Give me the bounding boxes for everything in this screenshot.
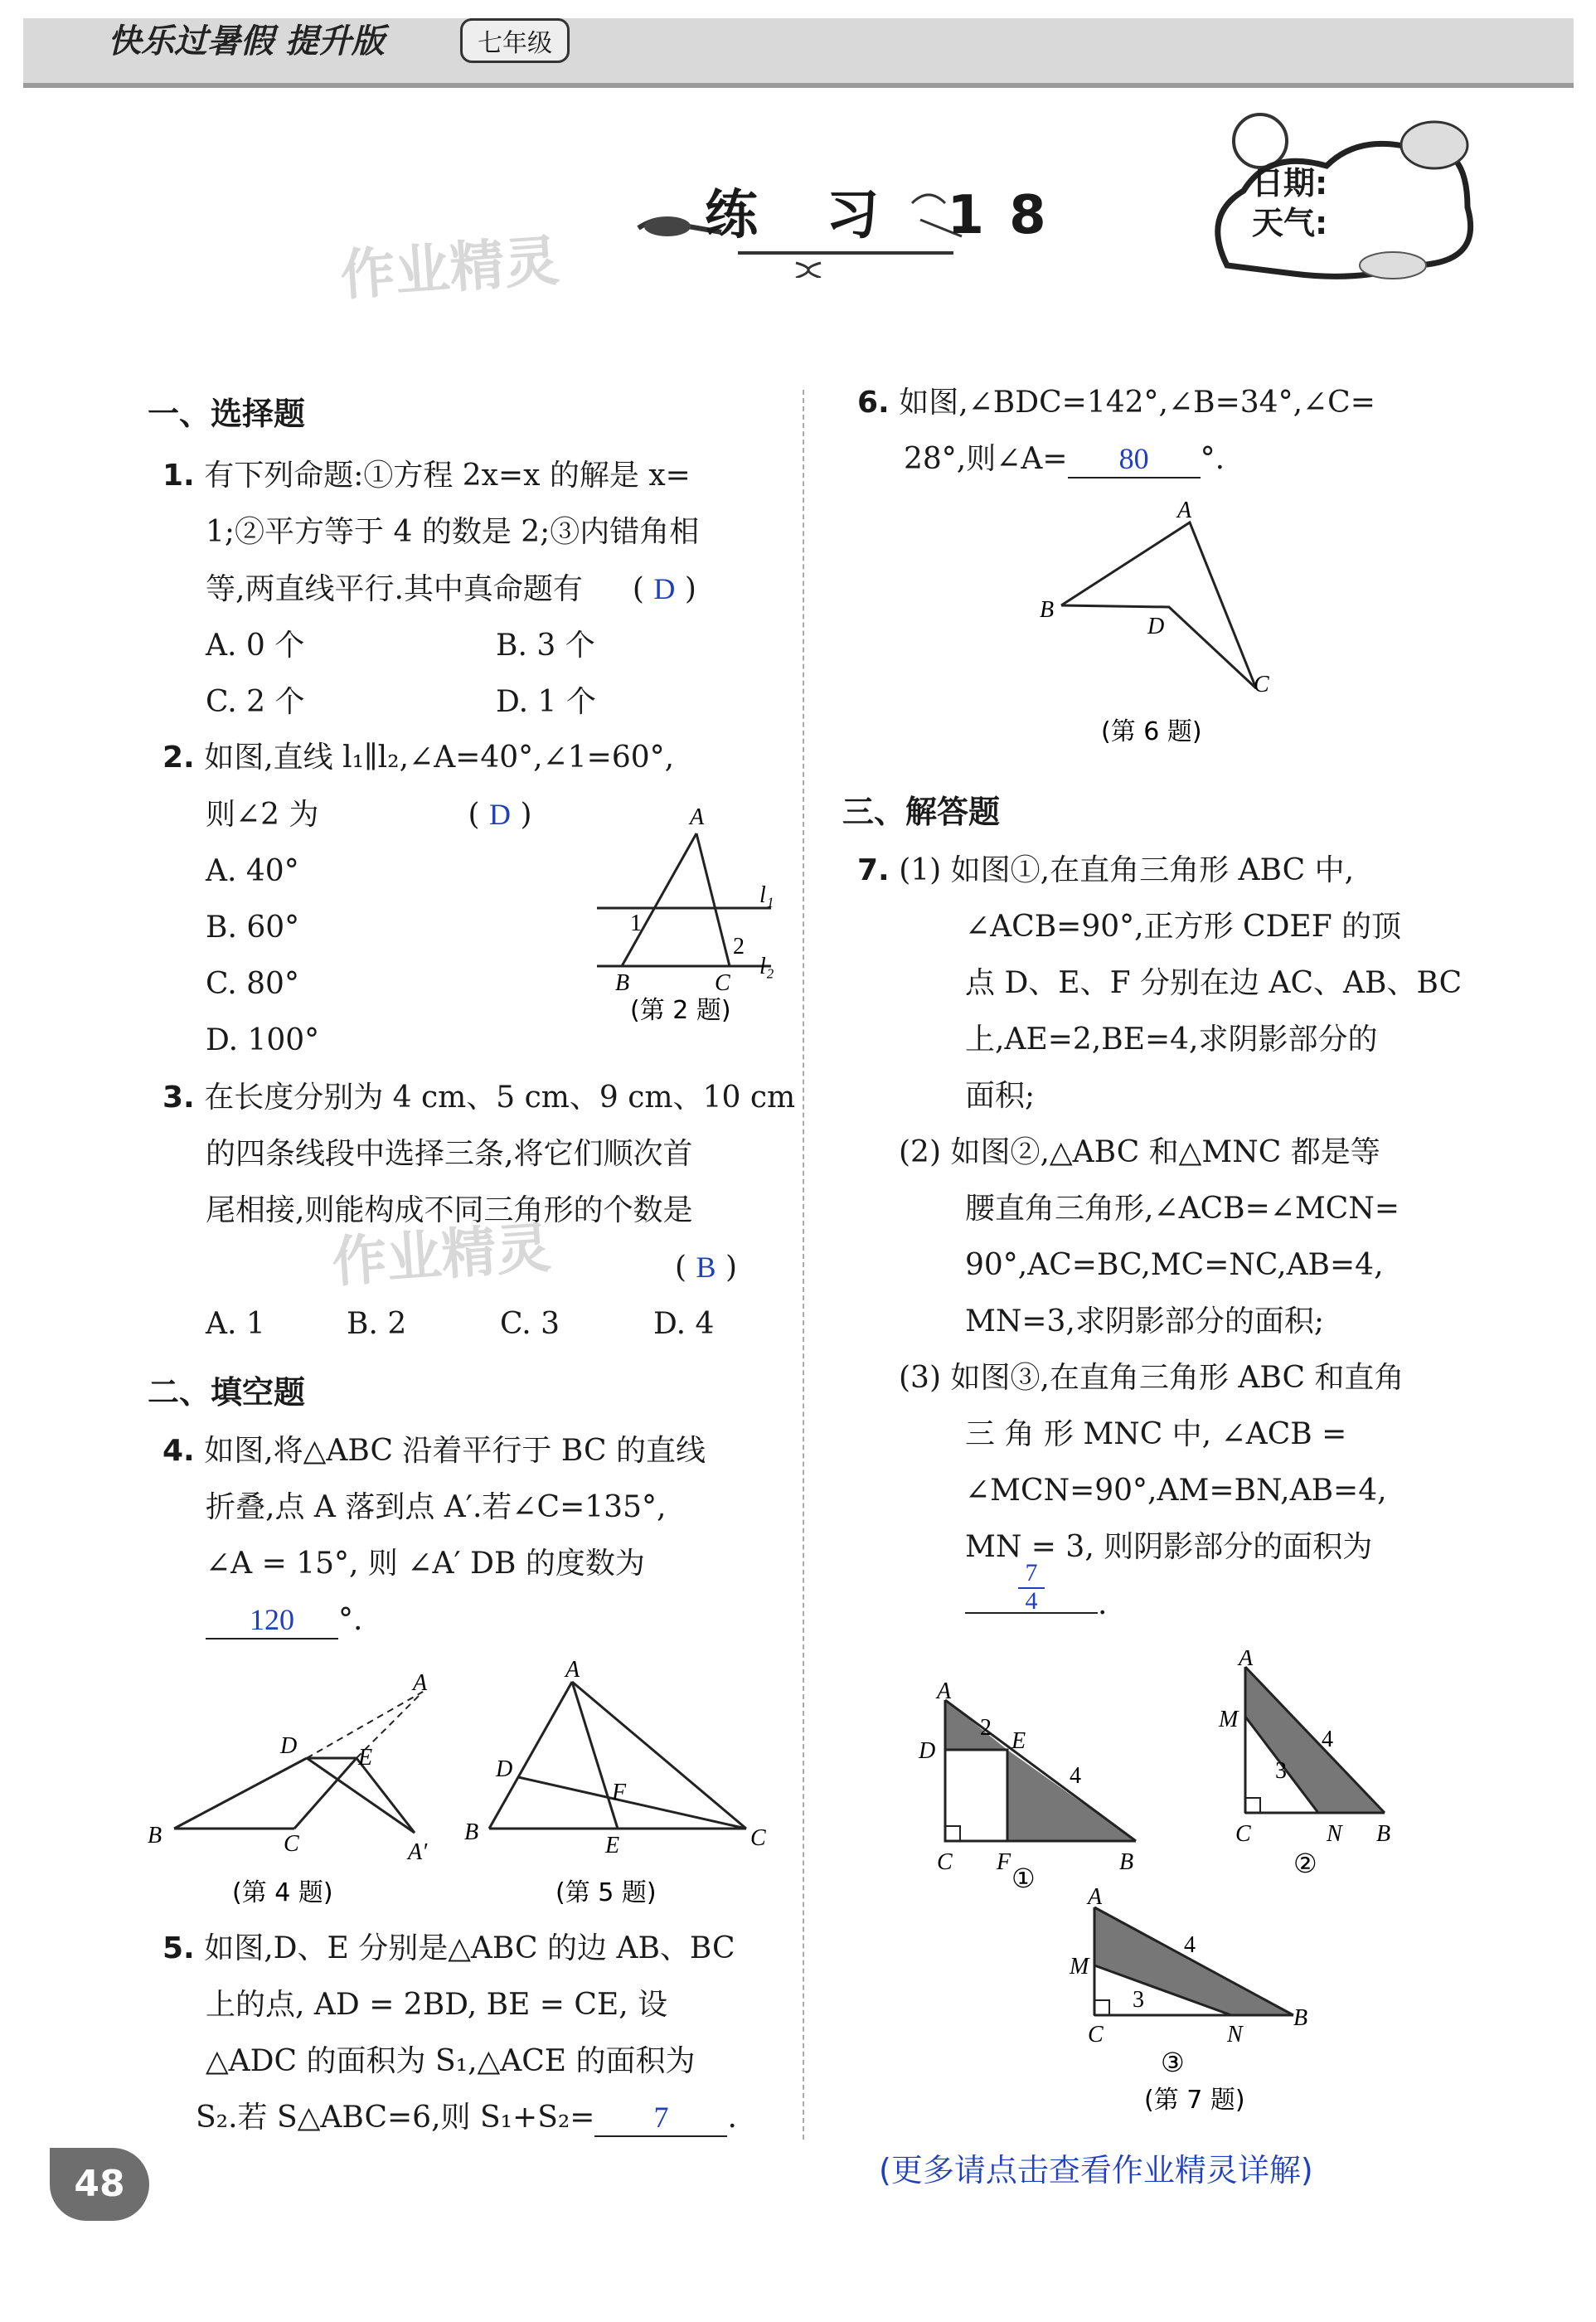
label-B: B xyxy=(1376,1821,1391,1847)
watermark: 作业精灵 xyxy=(338,228,561,308)
figure-label-3: ③ xyxy=(1161,2048,1185,2077)
option: A. 1 xyxy=(206,1307,265,1341)
label-l2: l₂ xyxy=(759,954,774,979)
section-fill: 二、填空题 xyxy=(148,1374,306,1411)
length-MN: 3 xyxy=(1275,1758,1287,1784)
question-number: 1. xyxy=(163,459,195,493)
question-7 xyxy=(857,843,1462,1632)
label-C: C xyxy=(1088,2022,1104,2048)
label-F: F xyxy=(997,1849,1011,1875)
label-B: B xyxy=(148,1823,163,1848)
answer: B xyxy=(696,1251,716,1284)
question-text: 腰直角三角形,∠ACB=∠MCN= xyxy=(965,1192,1400,1226)
section-solve: 三、解答题 xyxy=(842,794,1001,830)
label-B: B xyxy=(615,970,630,996)
question-number: 5. xyxy=(163,1931,195,1965)
label-D: D xyxy=(919,1738,936,1764)
label-C: C xyxy=(1235,1821,1251,1847)
question-text: 则∠2 为 xyxy=(206,798,319,832)
question-text: S₂.若 S△ABC=6,则 S₁+S₂= xyxy=(196,2101,595,2135)
option: C. 2 个 xyxy=(206,685,305,719)
question-3: 3. 在长度分别为 4 cm、5 cm、9 cm、10 cm 的四条线段中选择三条,将它们顺次首 尾相接,则能构成不同三角形的个数是 ( B ) A. 1 B. 2 C. 3 D. 4 xyxy=(163,1070,795,1353)
figure-q5 xyxy=(456,1659,788,1916)
label-N: N xyxy=(1227,2022,1243,2048)
question-text: 折叠,点 A 落到点 A′.若∠C=135°, xyxy=(206,1490,667,1524)
figure-label-1: ① xyxy=(1011,1863,1036,1891)
label-D: D xyxy=(280,1733,298,1759)
question-text: 上的点, AD = 2BD, BE = CE, 设 xyxy=(206,1988,668,2022)
question-text: 1;②平方等于 4 的数是 2;③内错角相 xyxy=(206,515,700,549)
label-N: N xyxy=(1327,1821,1342,1847)
length-MN: 3 xyxy=(1133,1987,1144,2013)
label-C: C xyxy=(284,1831,299,1857)
option: A. 40° xyxy=(206,854,299,888)
label-l1: l₁ xyxy=(759,882,774,908)
label-angle-2: 2 xyxy=(733,934,745,959)
question-text: 在长度分别为 4 cm、5 cm、9 cm、10 cm xyxy=(204,1081,796,1115)
question-text: 如图,∠BDC=142°,∠B=34°,∠C= xyxy=(899,386,1375,420)
answer-numerator: 7 xyxy=(1025,1559,1038,1586)
answer-suffix: °. xyxy=(338,1603,363,1637)
question-6 xyxy=(857,375,1375,488)
grade-badge: 七年级 xyxy=(460,18,570,63)
label-B: B xyxy=(1293,2005,1308,2031)
label-B: B xyxy=(1119,1849,1134,1875)
date-label: 日期: xyxy=(1252,165,1328,202)
label-B: B xyxy=(1040,597,1055,623)
question-text: MN = 3, 则阴影部分的面积为 xyxy=(965,1530,1373,1564)
label-C: C xyxy=(715,970,730,996)
question-text: 90°,AC=BC,MC=NC,AB=4, xyxy=(965,1248,1384,1282)
question-number: 6. xyxy=(857,386,890,420)
figure-caption: (第 6 题) xyxy=(1101,717,1202,746)
option: A. 0 个 xyxy=(206,629,305,663)
question-text: 三 角 形 MNC 中, ∠ACB = xyxy=(965,1417,1347,1451)
label-M: M xyxy=(1070,1954,1089,1980)
label-E: E xyxy=(1011,1728,1026,1754)
label-A: A xyxy=(413,1670,428,1696)
question-text: 点 D、E、F 分别在边 AC、AB、BC xyxy=(965,966,1463,1000)
option: C. 3 xyxy=(500,1307,560,1341)
question-text: 有下列命题:①方程 2x=x 的解是 x= xyxy=(204,459,691,493)
question-4 xyxy=(163,1423,706,1649)
answer: D xyxy=(653,572,676,605)
question-text: (3) 如图③,在直角三角形 ABC 和直角 xyxy=(899,1361,1404,1395)
option: B. 2 xyxy=(347,1307,407,1341)
book-series-title: 快乐过暑假 提升版 xyxy=(108,22,385,61)
answer-suffix: . xyxy=(1098,1587,1108,1621)
page-title: 练 习 18 xyxy=(705,185,1071,246)
question-text: 等,两直线平行.其中真命题有 xyxy=(206,572,583,606)
option: B. 3 个 xyxy=(496,629,595,663)
question-number: 2. xyxy=(163,741,195,775)
label-A: A xyxy=(1239,1650,1254,1671)
question-text: 面积; xyxy=(965,1079,1036,1113)
answer-blank: 120 xyxy=(206,1601,338,1639)
figure-q2 xyxy=(572,796,788,1037)
more-details-link[interactable]: (更多请点击查看作业精灵详解) xyxy=(879,2152,1313,2188)
length-AB: 4 xyxy=(1184,1932,1196,1958)
label-E: E xyxy=(605,1833,620,1858)
figure-q6 xyxy=(1028,498,1310,755)
option: D. 4 xyxy=(653,1307,715,1341)
question-text: 上,AE=2,BE=4,求阴影部分的 xyxy=(965,1023,1378,1057)
question-number: 3. xyxy=(163,1081,195,1115)
question-text: ∠MCN=90°,AM=BN,AB=4, xyxy=(965,1474,1387,1508)
figure-caption: (第 2 题) xyxy=(630,996,731,1025)
question-number: 4. xyxy=(163,1434,195,1468)
length-BE: 4 xyxy=(1070,1763,1081,1789)
answer: D xyxy=(489,798,512,831)
question-text: 如图,D、E 分别是△ABC 的边 AB、BC xyxy=(204,1931,735,1965)
label-E: E xyxy=(358,1745,373,1771)
answer-blank: 80 xyxy=(1068,440,1201,478)
length-AE: 2 xyxy=(980,1715,992,1741)
option: B. 60° xyxy=(206,911,300,945)
figure-caption: (第 5 题) xyxy=(555,1878,657,1907)
answer-suffix: . xyxy=(727,2101,737,2135)
label-A: A xyxy=(565,1659,580,1683)
figure-q7-1 xyxy=(904,1675,1152,1891)
question-text: △ADC 的面积为 S₁,△ACE 的面积为 xyxy=(206,2044,696,2078)
label-B: B xyxy=(464,1819,479,1845)
question-text: 尾相接,则能构成不同三角形的个数是 xyxy=(206,1193,693,1227)
figure-q4 xyxy=(141,1667,456,1916)
figure-q7-3 xyxy=(1053,1882,1335,2115)
label-A-prime: A′ xyxy=(408,1839,428,1865)
label-angle-1: 1 xyxy=(630,911,642,936)
question-text: ∠ACB=90°,正方形 CDEF 的顶 xyxy=(965,910,1402,944)
answer-suffix: °. xyxy=(1200,442,1225,476)
question-text: 28°,则∠A= xyxy=(904,442,1068,476)
figure-caption: (第 4 题) xyxy=(232,1878,333,1907)
question-text: 的四条线段中选择三条,将它们顺次首 xyxy=(206,1137,693,1171)
question-text: MN=3,求阴影部分的面积; xyxy=(965,1304,1325,1338)
label-A: A xyxy=(690,804,705,830)
label-A: A xyxy=(937,1678,952,1704)
question-text: (2) 如图②,△ABC 和△MNC 都是等 xyxy=(899,1135,1380,1169)
figure-q7-2 xyxy=(1210,1650,1418,1891)
option: D. 1 个 xyxy=(496,685,596,719)
answer-denominator: 4 xyxy=(1025,1587,1038,1615)
section-choice: 一、选择题 xyxy=(148,396,306,432)
page-number: 48 xyxy=(50,2148,149,2221)
date-cloud-frame xyxy=(1194,100,1492,290)
label-A: A xyxy=(1177,498,1192,523)
question-text: 如图,直线 l₁∥l₂,∠A=40°,∠1=60°, xyxy=(204,741,675,775)
label-D: D xyxy=(1147,614,1165,639)
question-1: 1. 有下列命题:①方程 2x=x 的解是 x= 1;②平方等于 4 的数是 2;③内错角相 等,两直线平行.其中真命题有 ( D ) A. 0 个 B. 3 个 C. 2 个 D. 1 个 xyxy=(163,448,699,731)
column-divider xyxy=(803,390,804,2140)
question-5 xyxy=(163,1921,737,2146)
label-M: M xyxy=(1219,1707,1239,1732)
label-C: C xyxy=(750,1825,766,1851)
question-number: 7. xyxy=(857,853,890,887)
length-AB: 4 xyxy=(1322,1727,1333,1752)
label-D: D xyxy=(496,1756,513,1782)
question-text: (1) 如图①,在直角三角形 ABC 中, xyxy=(899,853,1355,887)
label-F: F xyxy=(612,1780,627,1805)
weather-label: 天气: xyxy=(1252,205,1328,241)
answer-blank xyxy=(965,1559,1098,1615)
answer-blank: 7 xyxy=(594,2099,727,2137)
question-2: 2. 如图,直线 l₁∥l₂,∠A=40°,∠1=60°, 则∠2 为 ( D ) A. 40° B. 60° C. 80° D. 100° xyxy=(163,730,674,1069)
option: D. 100° xyxy=(206,1023,320,1057)
question-text: ∠A = 15°, 则 ∠A′ DB 的度数为 xyxy=(206,1547,645,1581)
watermark: 作业精灵 xyxy=(330,1215,553,1295)
question-text: 如图,将△ABC 沿着平行于 BC 的直线 xyxy=(204,1434,706,1468)
label-A: A xyxy=(1088,1884,1103,1910)
figure-caption: (第 7 题) xyxy=(1144,2086,1245,2115)
label-C: C xyxy=(1254,672,1269,697)
figure-label-2: ② xyxy=(1293,1848,1317,1878)
option: C. 80° xyxy=(206,967,299,1001)
label-C: C xyxy=(937,1849,953,1875)
